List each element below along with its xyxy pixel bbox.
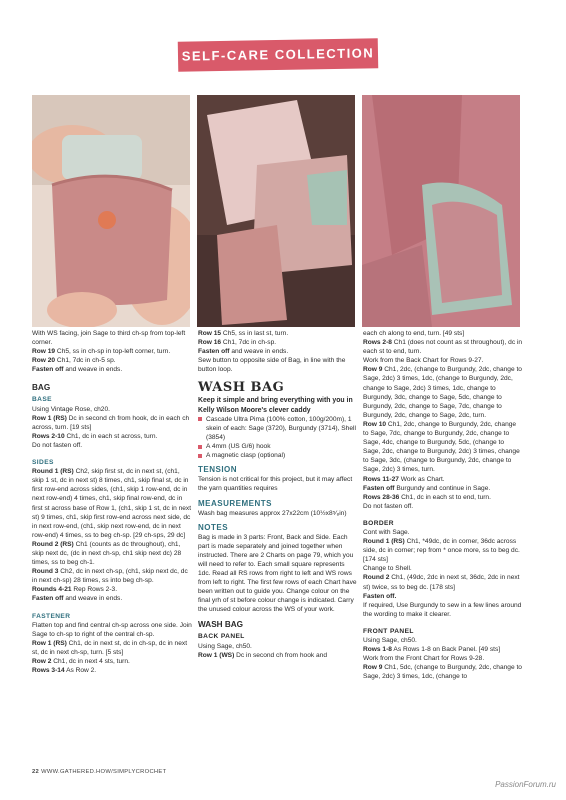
subheading-fastener: FASTENER: [32, 612, 71, 620]
materials-item: A 4mm (US G/6) hook: [198, 442, 358, 451]
bullet-square-icon: [198, 417, 202, 421]
page-footer: [32, 769, 166, 775]
bullet-square-icon: [198, 454, 202, 458]
pattern-intro: Keep it simple and bring everything with you in Kelly Wilson Moore's clever caddy: [198, 397, 353, 414]
paragraph: Fasten off.: [363, 592, 397, 600]
photo-bag-hands: [32, 95, 190, 327]
paragraph: Row 9 Ch1, 2dc, (change to Burgundy, 2dc, change to Sage, 2dc) 3 times, 1dc, (change to Burgundy, 2dc, change to Sage, 2dc) 3 times, 1dc, change to Burgundy, 3dc, change to Sage, 5dc, change to Burgundy, 2dc, change to Sage, 7dc, change to Burgundy, 2dc, change to Sage, 2dc, turn.: [363, 366, 522, 419]
paragraph: Wash bag measures approx 27x22cm (10½x8⁵⁄₈in): [198, 509, 347, 517]
paragraph: Row 15 Ch5, ss in last st, turn.: [198, 330, 289, 337]
paragraph: Round 1 (RS) Ch2, skip first st, dc in next st, (ch1, skip 1 st, dc in next st) 8 times, ch1, skip final st, dc in first row-end across sides, (ch1, skip 1 row-end, dc in next row-end) 4 times, ch1, skip final row-end, dc in first st across base of Row 1, (ch1, skip 1 st, dc in next st) 9 times, ch1, skip first row-end across next side, dc in next row-end, (ch1, skip next row-end, dc in next row-end) 4 times, ss to beg ch-sp. [29 ch-sps, 29 dc]: [32, 468, 192, 539]
paragraph: Flatten top and find central ch-sp across one side. Join Sage to ch-sp to right of the central ch-sp.: [32, 621, 192, 638]
paragraph: Rows 28-36 Ch1, dc in each st to end, turn.: [363, 493, 491, 501]
paragraph: Tension is not critical for this project, but it may affect the yarn quantities requires: [198, 476, 353, 493]
paragraph: Do not fasten off.: [363, 502, 414, 510]
paragraph: Using Vintage Rose, ch20.: [32, 405, 110, 413]
heading-bag: BAG: [32, 383, 51, 393]
watermark: PassionForum.ru: [495, 780, 556, 789]
paragraph: Round 3 Ch2, dc in next ch-sp, (ch1, skip next dc, dc in next ch-sp) 28 times, ss into beg ch-sp.: [32, 568, 188, 585]
heading-wash-bag: WASH BAG: [198, 620, 244, 630]
subheading-border: BORDER: [363, 519, 394, 527]
paragraph: Bag is made in 3 parts: Front, Back and Side. Each part is made separately and joined together when instructed. There are 2 Charts on page 79, which you will need to refer to. Each small square represents 1dc. Read all RS rows from right to left and WS rows from left to right. The first few rows of each Chart have been written out to guide you. Change colour on the final yrh of st before colour change is indicated. Carry the unused colour across the WS of your work.: [198, 533, 357, 614]
paragraph: each ch along to end, turn. [49 sts]: [363, 330, 465, 337]
heading-tension: TENSION: [198, 465, 238, 475]
paragraph: Row 9 Ch1, 5dc, (change to Burgundy, 2dc, change to Sage, 2dc) 3 times, 1dc, (change to: [363, 664, 522, 681]
paragraph: Cont with Sage.: [363, 528, 410, 536]
paragraph: Rows 2-10 Ch1, dc in each st across, turn.: [32, 432, 158, 440]
paragraph: Row 10 Ch1, 2dc, change to Burgundy, 2dc, change to Sage, 7dc, change to Burgundy, 2dc, change to Sage, 4dc, change to Burgundy, 5dc, (change to Sage, 2dc, change to Burgundy, 2dc) 3 times, change to Sage, 3dc, (change to Burgundy, 2dc, change to Sage, 2dc) 3 times, turn.: [363, 420, 520, 474]
text-column-2: [198, 329, 358, 660]
photo-wash-bags: [197, 95, 355, 327]
bullet-square-icon: [198, 445, 202, 449]
paragraph: Round 1 (RS) Ch1, *49dc, dc in corner, 36dc across side, dc in corner; rep from * once more, ss to beg dc. [174 sts]: [363, 538, 520, 564]
heading-measurements: MEASUREMENTS: [198, 498, 273, 508]
pattern-title: WASH BAG: [198, 380, 285, 396]
paragraph: Change to Shell.: [363, 565, 412, 573]
subheading-back-panel: BACK PANEL: [198, 633, 245, 641]
paragraph: Round 2 (RS) Ch1 (counts as dc throughout), ch1, skip next dc, (dc in next ch-sp, ch1 skip next dc) 28 times, ss to beg ch-1.: [32, 540, 182, 567]
paragraph: Rows 3-14 As Row 2.: [32, 667, 97, 675]
section-banner: SELF-CARE COLLECTION: [178, 38, 378, 71]
paragraph: Row 20 Ch1, 7dc in ch-5 sp.: [32, 357, 116, 365]
paragraph: Fasten off and weave in ends.: [32, 595, 123, 603]
paragraph: Using Sage, ch50.: [363, 637, 417, 644]
paragraph: Rows 2-8 Ch1 (does not count as st throughout), dc in each st to end, turn.: [363, 339, 523, 356]
paragraph: Row 2 Ch1, dc in next 4 sts, turn.: [32, 658, 130, 665]
paragraph: Fasten off and weave in ends.: [198, 348, 289, 356]
paragraph: Row 1 (WS) Dc in second ch from hook and: [198, 651, 327, 659]
paragraph: Work from the Back Chart for Rows 9-27.: [363, 357, 484, 365]
materials-item: Cascade Ultra Pima (100% cotton, 100g/200m), 1 skein of each: Sage (3720), Burgundy (3714), Shell (3854): [198, 415, 358, 442]
subheading-sides: SIDES: [32, 459, 54, 467]
paragraph: Round 2 Ch1, (49dc, 2dc in next st, 36dc, 2dc in next st) twice, ss to beg dc. [178 sts]: [363, 574, 520, 591]
paragraph: Do not fasten off.: [32, 441, 83, 449]
subheading-front-panel: FRONT PANEL: [363, 627, 414, 635]
paragraph: Sew button to opposite side of Bag, in line with the button loop.: [198, 357, 346, 374]
paragraph: Rounds 4-21 Rep Rows 2-3.: [32, 586, 118, 594]
paragraph: Row 1 (RS) Dc in second ch from hook, dc in each ch across, turn. [19 sts]: [32, 414, 190, 431]
photo-bag-detail: [362, 95, 520, 327]
subheading-base: BASE: [32, 396, 52, 404]
page-number: 22: [32, 769, 40, 775]
paragraph: Row 16 Ch1, 7dc in ch-sp.: [198, 339, 277, 347]
heading-notes: NOTES: [198, 522, 229, 532]
paragraph: With WS facing, join Sage to third ch-sp from top-left corner.: [32, 330, 186, 347]
paragraph: Using Sage, ch50.: [198, 642, 252, 650]
paragraph: Fasten off Burgundy and continue in Sage.: [363, 484, 491, 492]
paragraph: If required, Use Burgundy to sew in a few lines around the wording to make it clearer.: [363, 601, 522, 618]
footer-url: WWW.GATHERED.HOW/SIMPLYCROCHET: [41, 769, 167, 775]
paragraph: Rows 1-8 As Rows 1-8 on Back Panel. [49 sts]: [363, 646, 501, 654]
materials-item: A magnetic clasp (optional): [198, 451, 358, 460]
paragraph: Work from the Front Chart for Rows 9-28.: [363, 655, 485, 663]
text-column-1: [32, 329, 192, 675]
paragraph: Row 1 (RS) Ch1, dc in next st, dc in ch-sp, dc in next st, dc in next ch-sp, turn. [5 sts]: [32, 639, 188, 656]
paragraph: Row 19 Ch5, ss in ch-sp in top-left corner, turn.: [32, 348, 171, 356]
paragraph: Fasten off and weave in ends.: [32, 366, 123, 374]
text-column-3: [363, 329, 523, 681]
paragraph: Rows 11-27 Work as Chart.: [363, 475, 445, 483]
